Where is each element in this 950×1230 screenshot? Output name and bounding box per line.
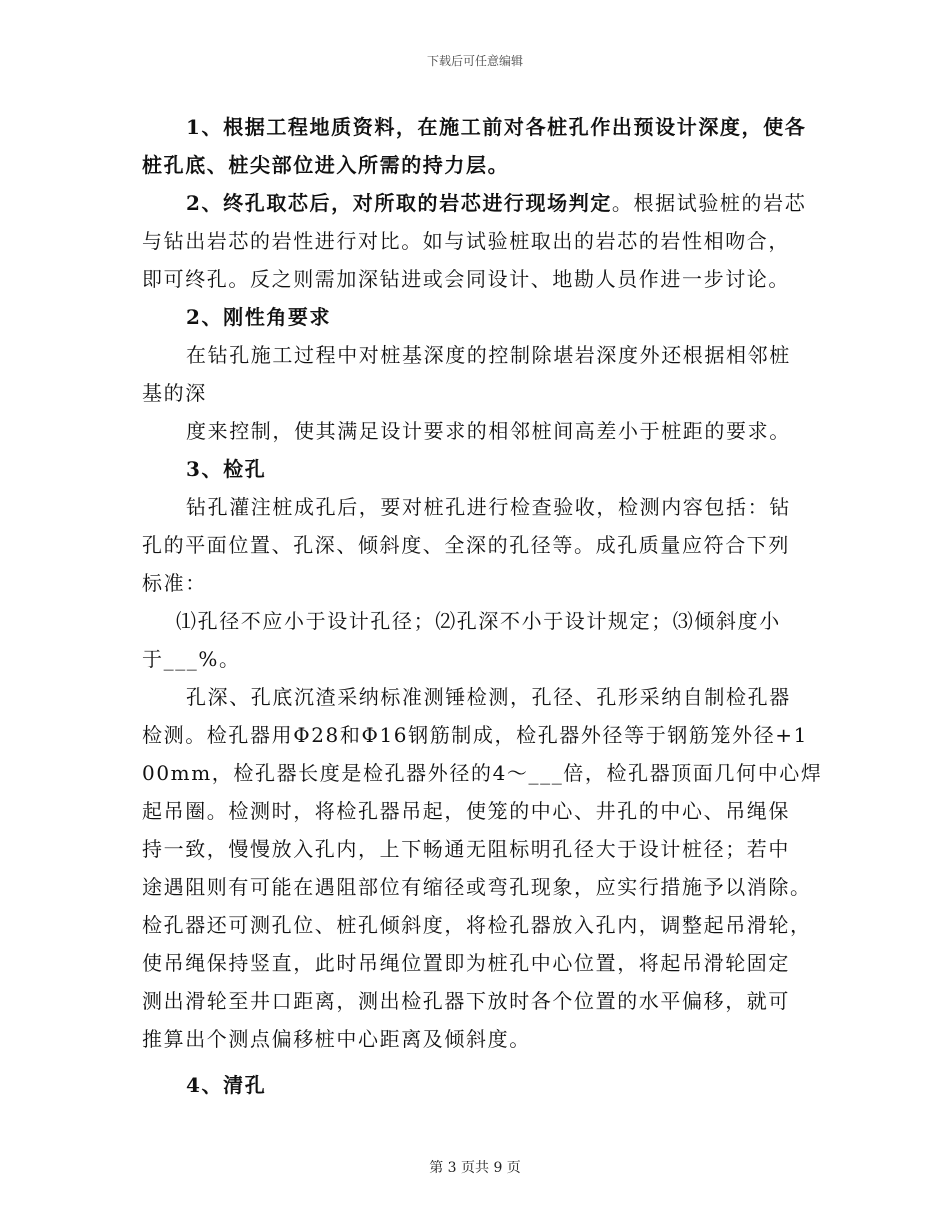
paragraph-line: ⑴孔径不应小于设计孔径；⑵孔深不小于设计规定；⑶倾斜度小 [176, 609, 781, 633]
paragraph-line: 孔深、孔底沉渣采纳标准测锤检测，孔径、孔形采纳自制检孔器 [186, 685, 791, 709]
paragraph-line: 度来控制，使其满足设计要求的相邻桩间高差小于桩距的要求。 [186, 419, 791, 443]
spacer [142, 1058, 812, 1066]
paragraph-line: 即可终孔。反之则需加深钻进或会同设计、地勘人员作进一步讨论。 [142, 267, 790, 291]
paragraph-line: 桩孔底、桩尖部位进入所需的持力层。 [142, 153, 510, 177]
paragraph-line: 起吊圈。检测时，将检孔器吊起，使笼的中心、井孔的中心、吊绳保 [142, 799, 790, 823]
paragraph-line: 与钻出岩芯的岩性进行对比。如与试验桩取出的岩芯的岩性相吻合， [142, 229, 790, 253]
paragraph-line: 检测。检孔器用Φ28和Φ16钢筋制成，检孔器外径等于钢筋笼外径+1 [142, 723, 808, 747]
section-heading: 3、检孔 [186, 457, 267, 481]
paragraph-line: 孔的平面位置、孔深、倾斜度、全深的孔径等。成孔质量应符合下列 [142, 533, 790, 557]
paragraph-line: 使吊绳保持竖直，此时吊绳位置即为桩孔中心位置，将起吊滑轮固定 [142, 951, 790, 975]
paragraph-line: 标准： [142, 571, 207, 595]
paragraph-line: 持一致，慢慢放入孔内，上下畅通无阻标明孔径大于设计桩径；若中 [142, 837, 790, 861]
paragraph-line: 推算出个测点偏移桩中心距离及倾斜度。 [142, 1027, 531, 1051]
section-heading: 4、清孔 [186, 1073, 267, 1097]
paragraph-line: 途遇阻则有可能在遇阻部位有缩径或弯孔现象，应实行措施予以消除。 [142, 875, 812, 899]
bold-lead: 2、终孔取芯后，对所取的岩芯进行现场判定 [186, 191, 612, 215]
paragraph-line: 钻孔灌注桩成孔后，要对桩孔进行检查验收，检测内容包括：钻 [186, 495, 791, 519]
paragraph-line: 1、根据工程地质资料，在施工前对各桩孔作出预设计深度，使各 [186, 115, 807, 139]
paragraph-text: 。根据试验桩的岩芯 [611, 191, 807, 215]
document-body [142, 108, 823, 1104]
paragraph-line: 测出滑轮至井口距离，测出检孔器下放时各个位置的水平偏移，就可 [142, 989, 790, 1013]
paragraph-line: 基的深 [142, 381, 207, 405]
paragraph-line: 在钻孔施工过程中对桩基深度的控制除堪岩深度外还根据相邻桩 [186, 343, 791, 367]
paragraph-line: 检孔器还可测孔位、桩孔倾斜度，将检孔器放入孔内，调整起吊滑轮， [142, 913, 812, 937]
paragraph-line: 于___%。 [142, 647, 241, 671]
section-heading: 2、刚性角要求 [186, 305, 332, 329]
paragraph-line [142, 184, 812, 222]
page-footer: 第 3 页共 9 页 [429, 1160, 521, 1176]
paragraph-line: 00mm，检孔器长度是检孔器外径的4～___倍，检孔器顶面几何中心焊 [142, 761, 823, 785]
page-header: 下载后可任意编辑 [426, 54, 523, 68]
